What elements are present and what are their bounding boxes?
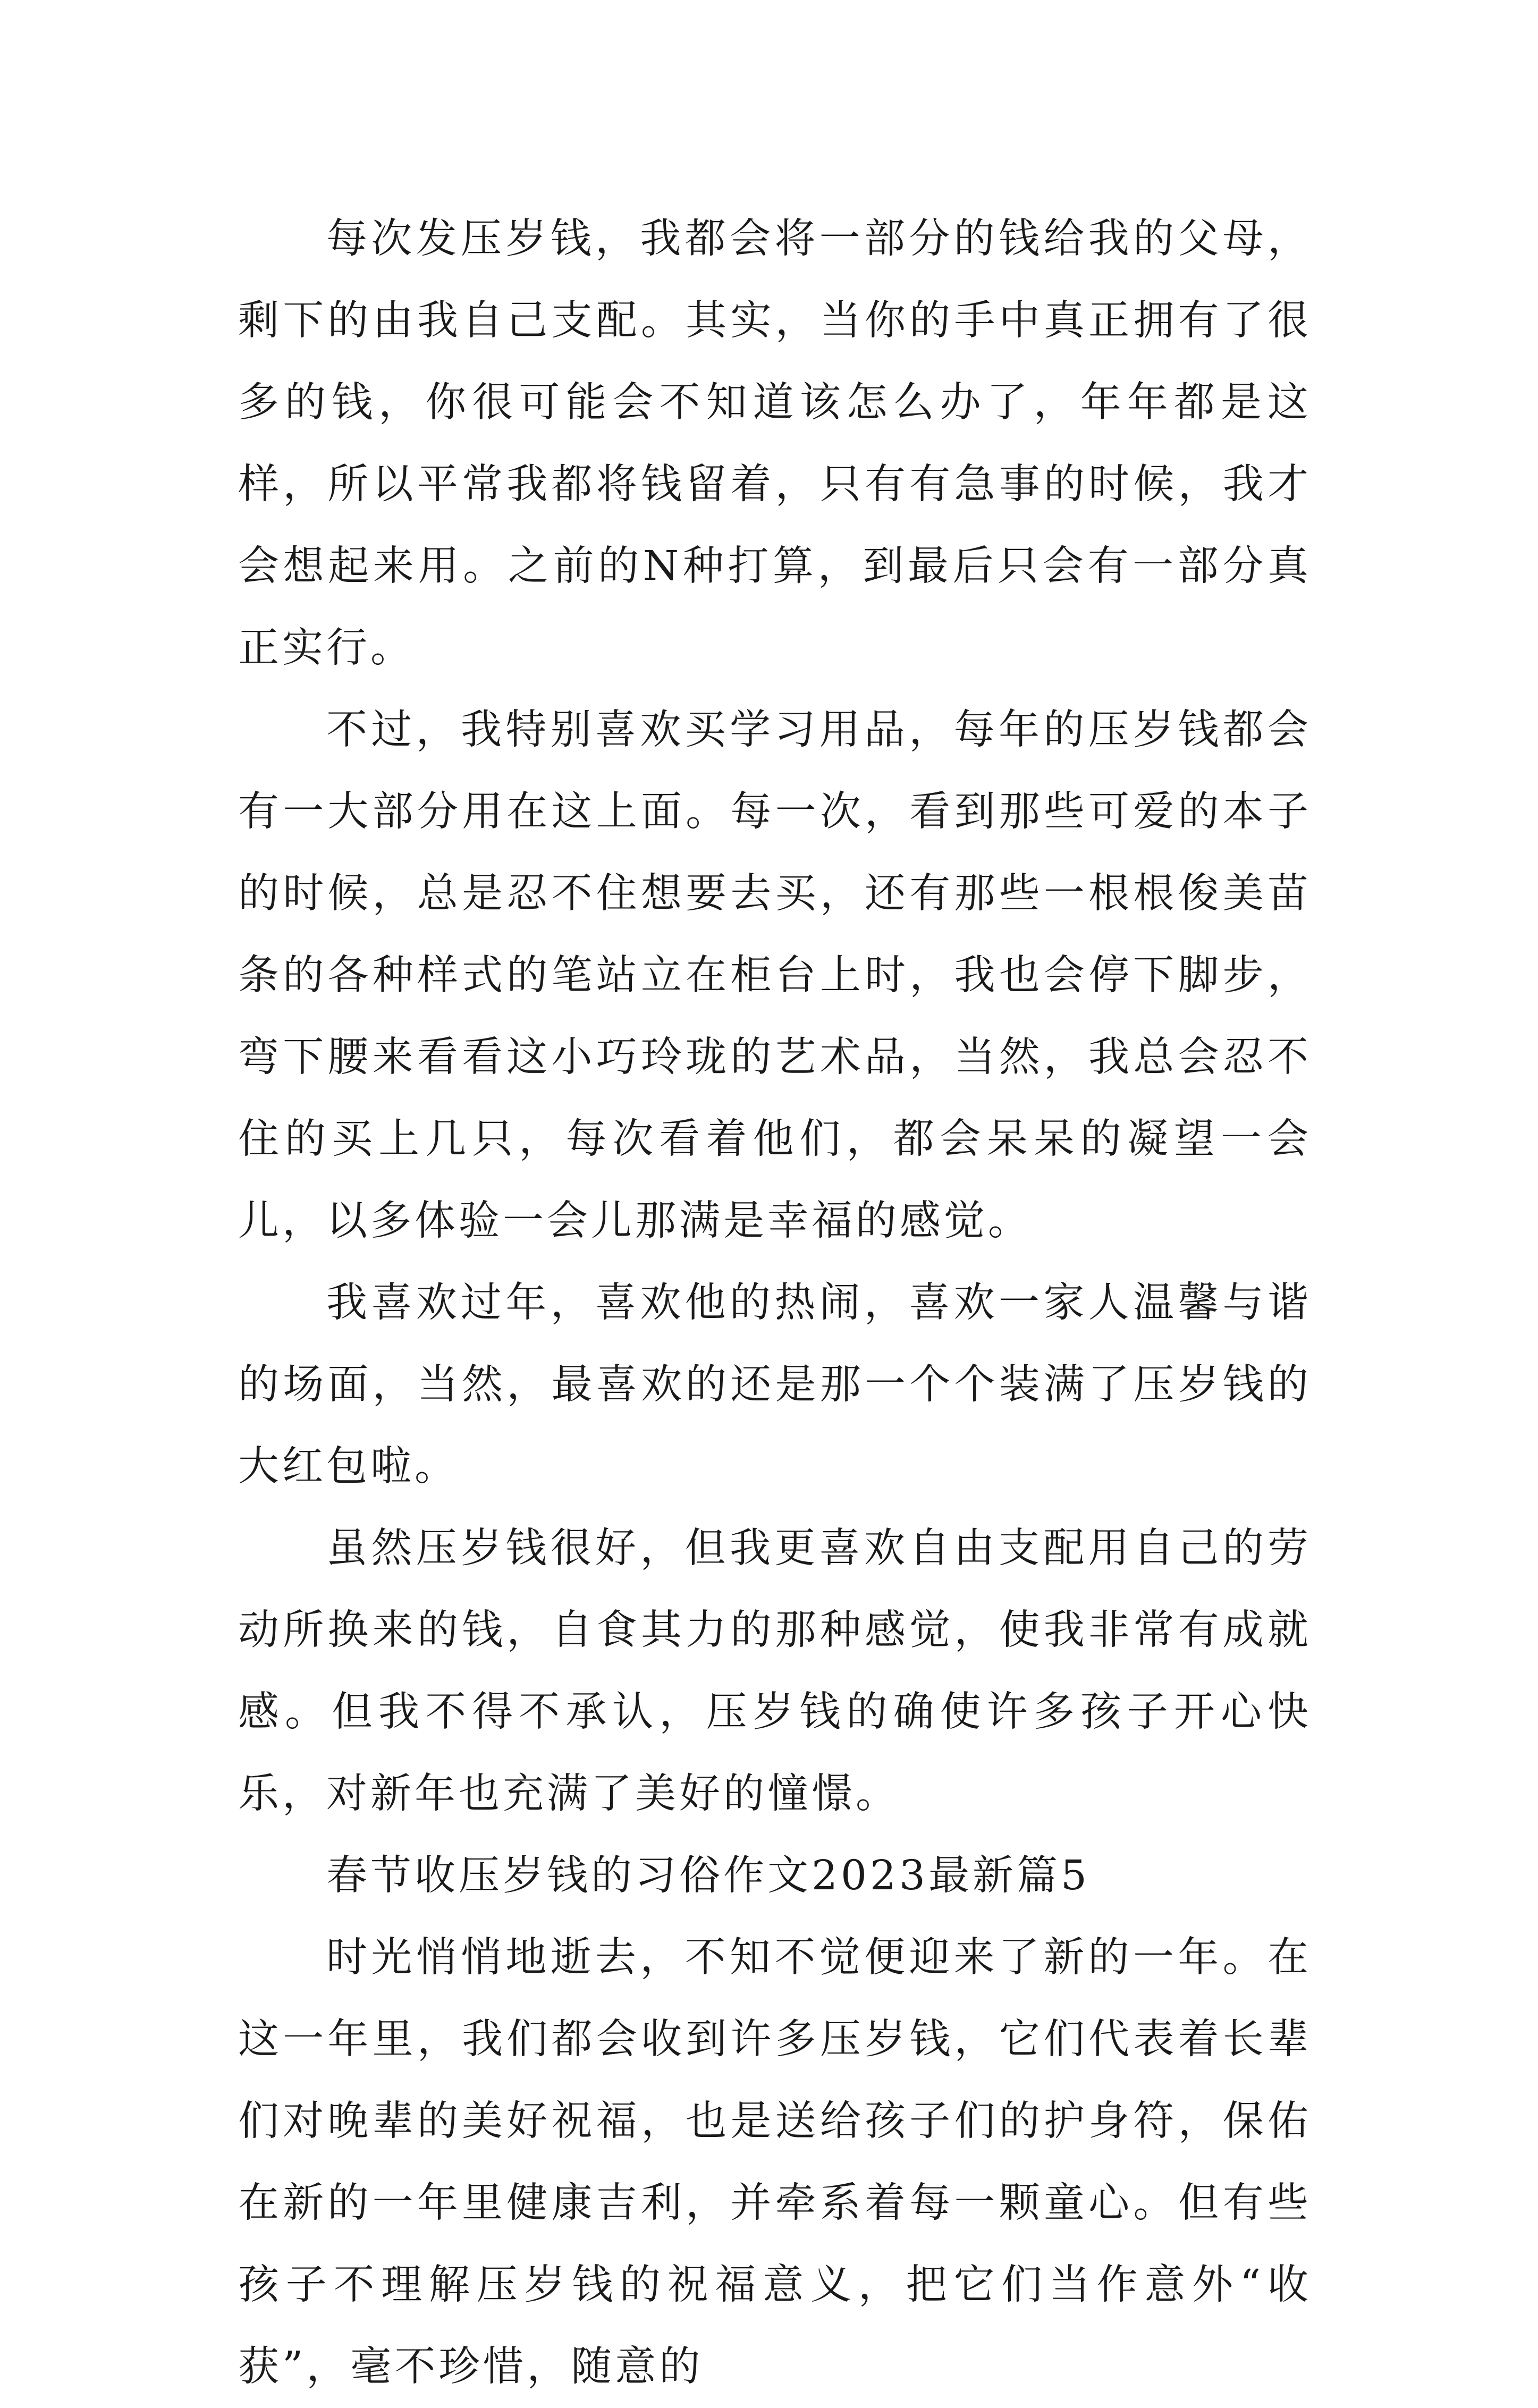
section-heading: 春节收压岁钱的习俗作文2023最新篇5 [326,1852,1090,1899]
paragraph-earned-money: 虽然压岁钱很好，但我更喜欢自由支配用自己的劳动所换来的钱，自食其力的那种感觉，使我非常有成就感。但我不得不承认，压岁钱的确使许多孩子开心快乐，对新年也充满了美好的憧憬。 [238,1525,1312,1818]
document-body [238,198,1312,2408]
paragraph-school-supplies: 不过，我特别喜欢买学习用品，每年的压岁钱都会有一大部分用在这上面。每一次，看到那些可爱的本子的时候，总是忍不住想要去买，还有那些一根根俊美苗条的各种样式的笔站立在柜台上时，我也会停下脚步，弯下腰来看看这小巧玲珑的艺术品，当然，我总会忍不住的买上几只，每次看着他们，都会呆呆的凝望一会儿，以多体验一会儿那满是幸福的感觉。 [238,706,1312,1245]
paragraph-allocation: 每次发压岁钱，我都会将一部分的钱给我的父母，剩下的由我自己支配。其实，当你的手中真正拥有了很多的钱，你很可能会不知道该怎么办了，年年都是这样，所以平常我都将钱留着，只有有急事的时候，我才会想起来用。之前的N种打算，到最后只会有一部分真正实行。 [238,215,1312,672]
paragraph-new-year: 我喜欢过年，喜欢他的热闹，喜欢一家人温馨与谐的场面，当然，最喜欢的还是那一个个装满了压岁钱的大红包啦。 [238,1279,1312,1490]
paragraph-time-passes: 时光悄悄地逝去，不知不觉便迎来了新的一年。在这一年里，我们都会收到许多压岁钱，它们代表着长辈们对晚辈的美好祝福，也是送给孩子们的护身符，保佑在新的一年里健康吉利，并牵系着每一颗童心。但有些孩子不理解压岁钱的祝福意义，把它们当作意外“收获”，毫不珍惜，随意的 [238,1934,1312,2390]
